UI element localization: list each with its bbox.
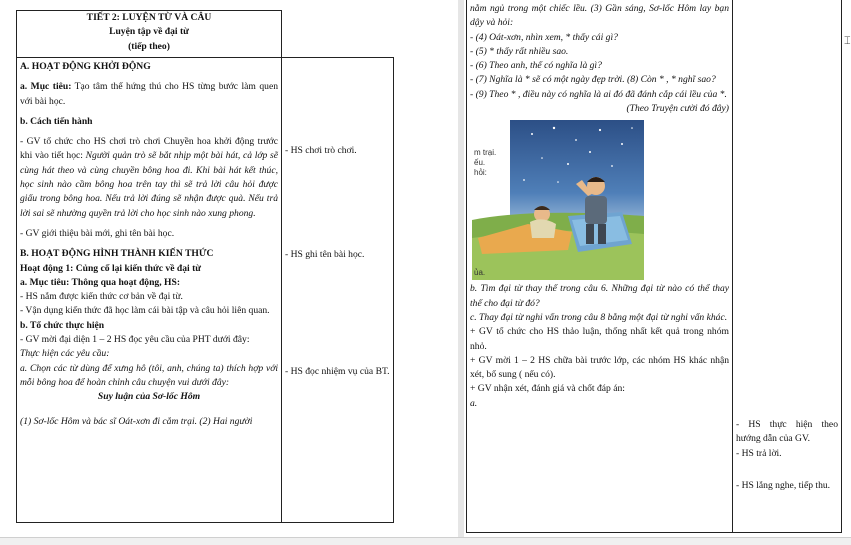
dialogue-line: - (9) Theo * , điều này có nghĩa là ai đó đã đánh cắp cái lều của *. (470, 88, 727, 100)
teacher-invite-line: - GV mời đại diện 1 – 2 HS đọc yêu cầu của PHT dưới đây: (20, 334, 250, 346)
story-paragraph: (1) Sơ-lốc Hôm và bác sĩ Oát-xơn đi cắm trại. (2) Hai người (20, 415, 253, 427)
dialogue-line: - (6) Theo anh, thế có nghĩa là gì? (470, 60, 602, 72)
task-label: Thực hiện các yêu cầu: (20, 348, 110, 360)
title-row (17, 11, 394, 58)
image-caption: ếu. (474, 158, 486, 168)
dialogue-line: - (7) Nghĩa là * sẽ có một ngày đẹp trời. (8) Còn * , * nghĩ sao? (470, 74, 716, 86)
game-rules: Người quản trò sẽ bắt nhịp một bài hát, cả lớp sẽ cùng hát theo và cùng chuyền bông hoa đi. Khi bài hát kết thúc, học sinh nào cầm bông hoa trên tay thì sẽ trả lời câu hỏi được giấu trong bông hoa. Nếu trả lời đúng sẽ nhận được quà. Nếu trả lời sai sẽ nhường quyền trả lời cho học sinh nào xung phong. (20, 150, 278, 219)
content-row (467, 0, 842, 533)
story-source: (Theo Truyện cười đó đây) (626, 103, 729, 115)
teacher-activity-cell (17, 58, 282, 523)
image-caption: ủa. (474, 268, 486, 278)
student-activity-cell (282, 58, 394, 523)
lesson-title-cell (17, 11, 282, 58)
student-line: - HS đọc nhiệm vụ của BT. (285, 365, 390, 377)
student-line: - HS trả lời. (736, 447, 782, 459)
lesson-subtitle-note: (tiếp theo) (128, 40, 170, 52)
document-page-right (464, 0, 847, 544)
goal-item: - HS nắm được kiến thức cơ bản về đại từ. (20, 291, 183, 303)
game-intro: - GV tổ chức cho HS chơi trò chơi Chuyền hoa khởi động trước khi vào tiết học: (20, 136, 278, 162)
lesson-title: TIẾT 2: LUYỆN TỪ VÀ CÂU (86, 12, 212, 23)
student-line: - HS lắng nghe, tiếp thu. (736, 479, 831, 491)
task-b-text: b. Tìm đại từ thay thế trong câu 6. Những đại từ nào có thể thay thế cho đại từ đó? (470, 283, 729, 309)
student-line: - HS thực hiện theo hướng dẫn của GV. (736, 419, 838, 445)
camping-image (472, 120, 644, 280)
student-line: - HS chơi trò chơi. (285, 145, 357, 156)
goal-text: Tạo tâm thế hứng thú cho HS từng bước làm quen với bài học. (20, 81, 278, 107)
section-heading: A. HOẠT ĐỘNG KHỞI ĐỘNG (20, 61, 151, 72)
dialogue-line: - (4) Oát-xơn, nhìn xem, * thấy cái gì? (470, 31, 618, 43)
teacher-activity-cell (467, 0, 733, 533)
lesson-subtitle: Luyện tập về đại từ (109, 26, 189, 38)
image-caption: hỏi: (474, 168, 487, 178)
method-heading: b. Cách tiến hành (20, 115, 93, 127)
image-caption: m trại. (474, 148, 497, 158)
content-row (17, 58, 394, 523)
section-heading: B. HOẠT ĐỘNG HÌNH THÀNH KIẾN THỨC (20, 248, 214, 260)
teacher-step: + GV tổ chức cho HS thảo luận, thống nhất kết quả trong nhóm nhỏ. (470, 326, 729, 352)
goal-item: - Vận dụng kiến thức đã học làm cái bài tập và câu hỏi liên quan. (20, 305, 270, 317)
activity-heading: Hoạt động 1: Củng cố lại kiến thức về đại từ (20, 262, 202, 274)
title-empty-cell (282, 11, 394, 58)
method-heading: b. Tổ chức thực hiện (20, 319, 105, 331)
goal-heading: a. Mục tiêu: Thông qua hoạt động, HS: (20, 276, 181, 288)
task-a-text: a. Chọn các từ dùng để xưng hô (tôi, anh, chúng ta) thích hợp với mỗi bông hoa để hoàn chỉnh câu chuyện vui dưới đây: (20, 362, 278, 388)
student-line: - HS ghi tên bài học. (285, 249, 365, 261)
teacher-intro-line: - GV giới thiệu bài mới, ghi tên bài học. (20, 227, 175, 239)
teacher-step: + GV mời 1 – 2 HS chữa bài trước lớp, các nhóm HS khác nhận xét, bổ sung ( nếu có). (470, 354, 729, 381)
story-title: Suy luận của Sơ-lốc Hôm (97, 391, 201, 403)
task-c-text: c. Thay đại từ nghi vấn trong câu 8 bằng một đại từ nghi vấn khác. (470, 311, 728, 323)
camping-illustration (472, 120, 644, 280)
lesson-table-right (466, 0, 842, 533)
teacher-step: + GV nhận xét, đánh giá và chốt đáp án: (470, 383, 625, 395)
text-cursor-icon: ⌶ (844, 34, 851, 47)
story-paragraph: nằm ngủ trong một chiếc lều. (3) Gần sáng, Sơ-lốc Hôm lay bạn dậy và hỏi: (470, 3, 729, 29)
goal-label: a. Mục tiêu: (20, 81, 72, 93)
student-activity-cell (733, 0, 842, 533)
lesson-table-left (16, 10, 394, 523)
answer-label: a. (470, 397, 478, 409)
dialogue-line: - (5) * thấy rất nhiều sao. (470, 45, 569, 57)
